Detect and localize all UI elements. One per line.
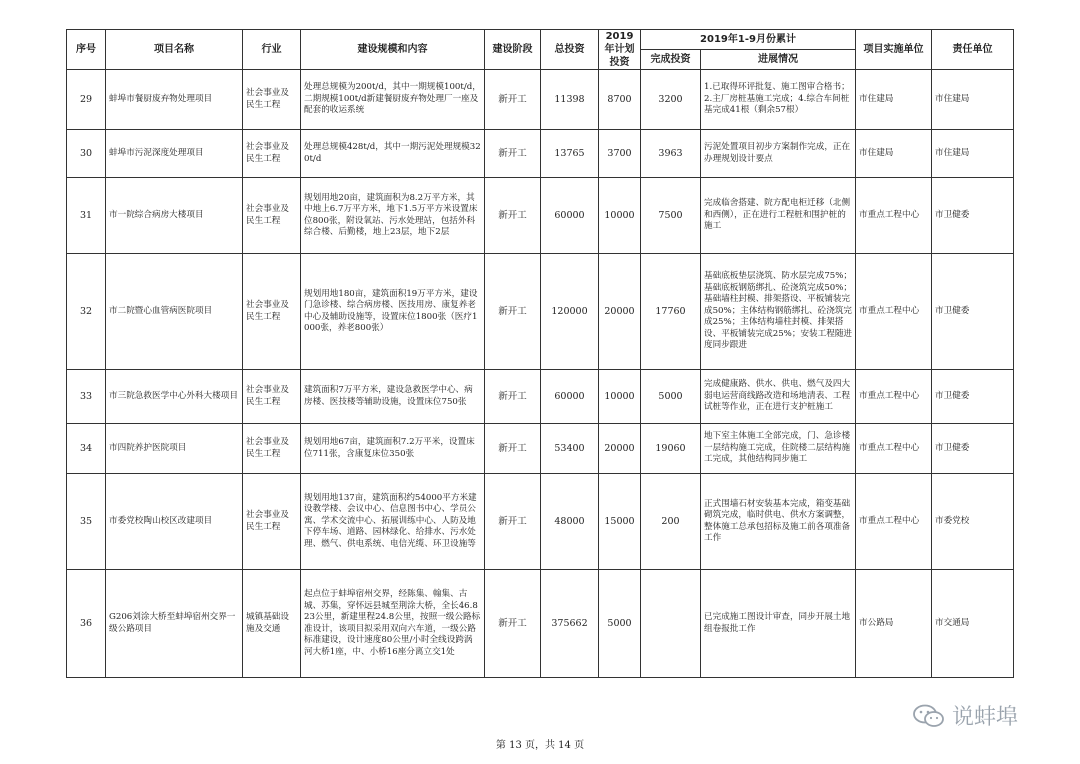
cell-progress: 地下室主体施工全部完成，门、急诊楼一层结构施工完成，住院楼二层结构施工完成，其他结构同步施工 <box>701 424 856 474</box>
cell-no: 33 <box>67 370 106 424</box>
cell-no: 36 <box>67 570 106 678</box>
table-row <box>67 474 1014 570</box>
table-row <box>67 370 1014 424</box>
header-total: 总投资 <box>541 30 599 70</box>
cell-plan: 15000 <box>599 474 641 570</box>
cell-scale: 起点位于蚌埠宿州交界，经陈集、翰集、古城、苏集，穿怀远县城至荆涂大桥，全长46.823公里，新建里程24.8公里，按照一级公路标准设计，该项目拟采用双向六车道，一级公路标准建设，设计速度80公里/小时全线设跨涡河大桥1座，中、小桥16座分离立交1处 <box>301 570 485 678</box>
cell-no: 34 <box>67 424 106 474</box>
cell-impl: 市住建局 <box>856 70 932 130</box>
cell-done: 19060 <box>641 424 701 474</box>
cell-total: 48000 <box>541 474 599 570</box>
header-stage: 建设阶段 <box>485 30 541 70</box>
cell-no: 29 <box>67 70 106 130</box>
cell-scale: 建筑面积7万平方米，建设急救医学中心、病房楼、医技楼等辅助设施，设置床位750张 <box>301 370 485 424</box>
table-row <box>67 254 1014 370</box>
cell-resp: 市委党校 <box>932 474 1014 570</box>
cell-name: 市四院养护医院项目 <box>106 424 243 474</box>
cell-industry: 社会事业及民生工程 <box>243 424 301 474</box>
cell-industry: 社会事业及民生工程 <box>243 130 301 178</box>
cell-plan: 8700 <box>599 70 641 130</box>
cell-no: 32 <box>67 254 106 370</box>
cell-resp: 市卫健委 <box>932 178 1014 254</box>
table-row <box>67 424 1014 474</box>
header-no: 序号 <box>67 30 106 70</box>
cell-plan: 3700 <box>599 130 641 178</box>
cell-name: 市一院综合病房大楼项目 <box>106 178 243 254</box>
cell-total: 11398 <box>541 70 599 130</box>
cell-done: 200 <box>641 474 701 570</box>
cell-total: 375662 <box>541 570 599 678</box>
cell-industry: 社会事业及民生工程 <box>243 474 301 570</box>
cell-stage: 新开工 <box>485 424 541 474</box>
cell-plan: 10000 <box>599 178 641 254</box>
cell-name: 市二院暨心血管病医院项目 <box>106 254 243 370</box>
project-table <box>66 29 1014 678</box>
cell-done: 5000 <box>641 370 701 424</box>
cell-impl: 市重点工程中心 <box>856 474 932 570</box>
table-row <box>67 70 1014 130</box>
page-footer: 第 13 页，共 14 页 <box>495 740 585 751</box>
cell-name: 市委党校陶山校区改建项目 <box>106 474 243 570</box>
cell-industry: 社会事业及民生工程 <box>243 70 301 130</box>
cell-total: 60000 <box>541 178 599 254</box>
cell-name: 蚌埠市餐厨废弃物处理项目 <box>106 70 243 130</box>
header-impl-unit: 项目实施单位 <box>856 30 932 70</box>
cell-scale: 规划用地67亩，建筑面积7.2万平米，设置床位711张，含康复床位350张 <box>301 424 485 474</box>
cell-impl: 市重点工程中心 <box>856 424 932 474</box>
header-plan-2019: 2019年计划投资 <box>599 30 641 70</box>
cell-done: 3963 <box>641 130 701 178</box>
cell-progress: 污泥处置项目初步方案制作完成，正在办理规划设计要点 <box>701 130 856 178</box>
header-resp-unit: 责任单位 <box>932 30 1014 70</box>
cell-total: 120000 <box>541 254 599 370</box>
cell-industry: 城镇基础设施及交通 <box>243 570 301 678</box>
cell-stage: 新开工 <box>485 70 541 130</box>
cell-plan: 10000 <box>599 370 641 424</box>
cell-resp: 市卫健委 <box>932 254 1014 370</box>
cell-no: 30 <box>67 130 106 178</box>
wechat-icon <box>912 703 946 729</box>
cell-plan: 20000 <box>599 424 641 474</box>
cell-done <box>641 570 701 678</box>
cell-progress: 完成临舍搭建、院方配电柜迁移（北侧和西侧），正在进行工程桩和围护桩的施工 <box>701 178 856 254</box>
cell-scale: 处理总规模428t/d，其中一期污泥处理规模320t/d <box>301 130 485 178</box>
watermark-text: 说蚌埠 <box>952 705 1019 730</box>
cell-scale: 规划用地137亩，建筑面积约54000平方米建设教学楼、会议中心、信息图书中心、学员公寓、学术交流中心、拓展训练中心、人防及地下停车场、道路、园林绿化、给排水、污水处理、燃气、供电系统、电信光缆、环卫设施等 <box>301 474 485 570</box>
cell-progress: 基础底板垫层浇筑、防水层完成75%；基础底板钢筋绑扎、砼浇筑完成50%；基础墙柱封模、排架搭设、平板铺装完成50%；主体结构钢筋绑扎、砼浇筑完成25%；主体结构墙柱封模、排架搭设、平板铺装完成25%；安装工程随进度同步跟进 <box>701 254 856 370</box>
header-cumulative-group: 2019年1-9月份累计 <box>641 30 856 50</box>
cell-progress: 1.已取得环评批复、施工图审合格书；2.主厂房桩基施工完成；4.综合车间桩基完成41根（剩余57根） <box>701 70 856 130</box>
cell-industry: 社会事业及民生工程 <box>243 254 301 370</box>
cell-resp: 市卫健委 <box>932 424 1014 474</box>
cell-stage: 新开工 <box>485 178 541 254</box>
cell-industry: 社会事业及民生工程 <box>243 370 301 424</box>
cell-resp: 市住建局 <box>932 130 1014 178</box>
cell-scale: 规划用地180亩，建筑面积19万平方米，建设门急诊楼、综合病房楼、医技用房、康复养老中心及辅助设施等，设置床位1800张（医疗1000张，养老800张） <box>301 254 485 370</box>
cell-total: 13765 <box>541 130 599 178</box>
header-scale: 建设规模和内容 <box>301 30 485 70</box>
cell-impl: 市重点工程中心 <box>856 370 932 424</box>
cell-scale: 规划用地20亩，建筑面积为8.2万平方米，其中地上6.7万平方米，地下1.5万平方米设置床位800张，附设氧站、污水处理站，包括外科综合楼、后勤楼，地上23层，地下2层 <box>301 178 485 254</box>
cell-done: 17760 <box>641 254 701 370</box>
cell-name: 市三院急救医学中心外科大楼项目 <box>106 370 243 424</box>
header-industry: 行业 <box>243 30 301 70</box>
cell-name: G206刘涂大桥至蚌埠宿州交界一级公路项目 <box>106 570 243 678</box>
cell-stage: 新开工 <box>485 570 541 678</box>
table-row <box>67 130 1014 178</box>
header-name: 项目名称 <box>106 30 243 70</box>
cell-done: 3200 <box>641 70 701 130</box>
watermark <box>912 700 1018 731</box>
cell-resp: 市交通局 <box>932 570 1014 678</box>
cell-no: 35 <box>67 474 106 570</box>
cell-progress: 完成健康路、供水、供电、燃气及四大弱电运营商线路改造和场地清表、工程试桩等作业，正在进行支护桩施工 <box>701 370 856 424</box>
cell-stage: 新开工 <box>485 370 541 424</box>
table-row <box>67 178 1014 254</box>
cell-progress: 正式围墙石材安装基本完成，箱变基础砌筑完成，临时供电、供水方案调整，整体施工总承包招标及施工前各项准备工作 <box>701 474 856 570</box>
cell-total: 60000 <box>541 370 599 424</box>
header-done: 完成投资 <box>641 50 701 70</box>
cell-name: 蚌埠市污泥深度处理项目 <box>106 130 243 178</box>
table-row <box>67 570 1014 678</box>
cell-no: 31 <box>67 178 106 254</box>
cell-scale: 处理总规模为200t/d，其中一期规模100t/d，二期规模100t/d新建餐厨废弃物处理厂一座及配套的收运系统 <box>301 70 485 130</box>
cell-impl: 市重点工程中心 <box>856 254 932 370</box>
cell-total: 53400 <box>541 424 599 474</box>
cell-impl: 市住建局 <box>856 130 932 178</box>
header-progress: 进展情况 <box>701 50 856 70</box>
cell-resp: 市住建局 <box>932 70 1014 130</box>
cell-plan: 20000 <box>599 254 641 370</box>
cell-done: 7500 <box>641 178 701 254</box>
cell-stage: 新开工 <box>485 130 541 178</box>
cell-resp: 市卫健委 <box>932 370 1014 424</box>
cell-impl: 市重点工程中心 <box>856 178 932 254</box>
cell-impl: 市公路局 <box>856 570 932 678</box>
cell-stage: 新开工 <box>485 254 541 370</box>
cell-stage: 新开工 <box>485 474 541 570</box>
cell-plan: 5000 <box>599 570 641 678</box>
cell-progress: 已完成施工图设计审查，同步开展土地组卷报批工作 <box>701 570 856 678</box>
cell-industry: 社会事业及民生工程 <box>243 178 301 254</box>
